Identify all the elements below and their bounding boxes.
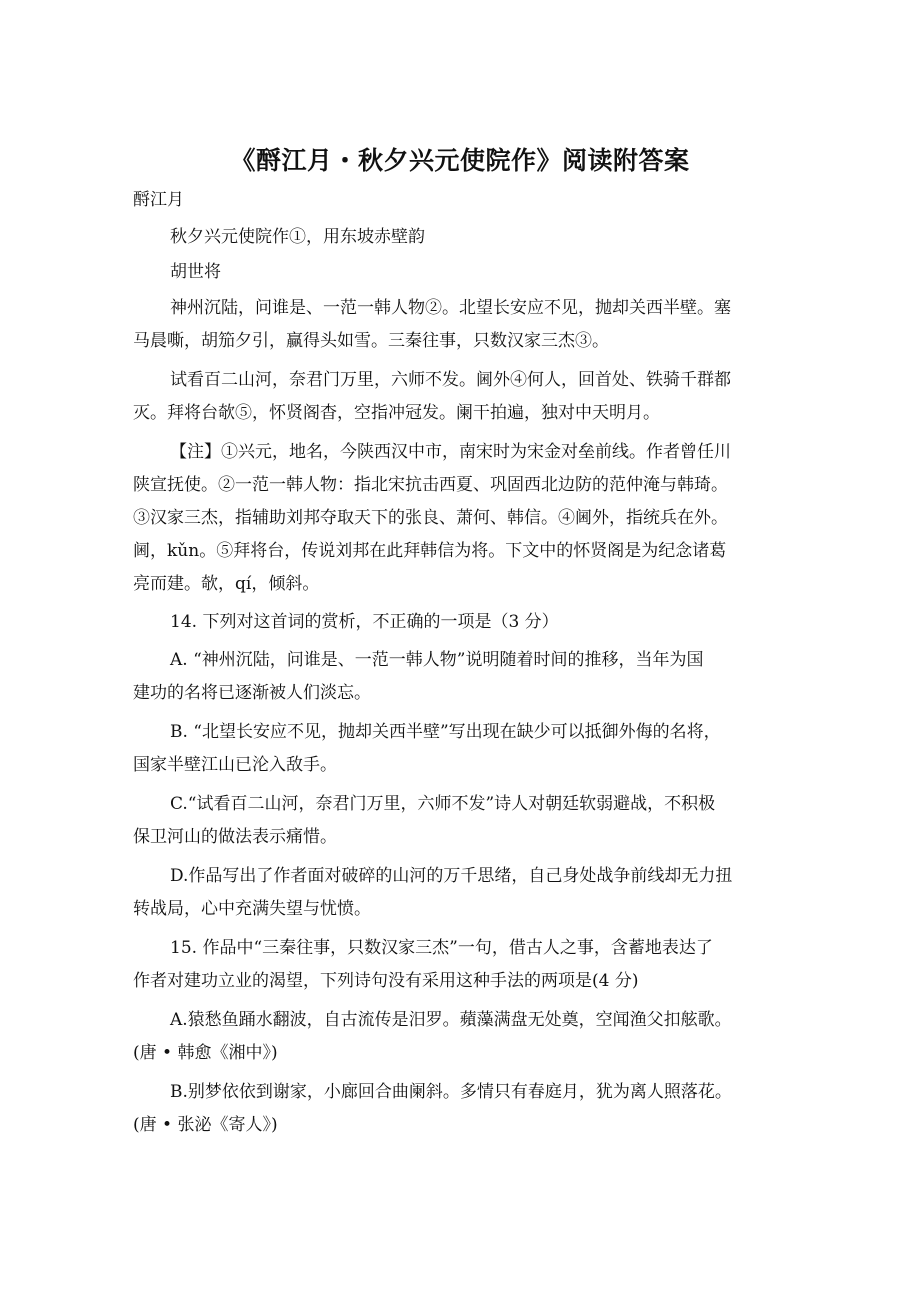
annotation-line: 阃，kǔn。⑤拜将台，传说刘邦在此拜韩信为将。下文中的怀贤阁是为纪念诸葛 <box>133 541 727 561</box>
option-b-cont: 国家半壁江山已沦入敌手。 <box>133 755 337 775</box>
question-15-cont: 作者对建功立业的渴望，下列诗句没有采用这种手法的两项是(4 分) <box>133 971 639 991</box>
annotation-line: 陕宣抚使。②一范一韩人物：指北宋抗击西夏、巩固西北边防的范仲淹与韩琦。 <box>133 475 728 495</box>
option-b-source: (唐 • 张泌《寄人》) <box>133 1115 278 1135</box>
poem-line: 灭。拜将台欹⑤，怀贤阁杳，空指冲冠发。阑干拍遍，独对中天明月。 <box>133 403 660 423</box>
poem-line: 神州沉陆，问谁是、一范一韩人物②。北望长安应不见，抛却关西半壁。塞 <box>170 298 731 318</box>
question-15: 15. 作品中“三秦往事，只数汉家三杰”一句，借古人之事，含蓄地表达了 <box>170 938 713 958</box>
option-a: A.猿愁鱼踊水翻波，自古流传是汨罗。蘋藻满盘无处奠，空闻渔父扣舷歌。 <box>170 1010 732 1030</box>
option-a-source: (唐 • 韩愈《湘中》) <box>133 1043 278 1063</box>
poem-line: 试看百二山河，奈君门万里，六师不发。阃外④何人，回首处、铁骑千群都 <box>170 370 731 390</box>
option-c: C.“试看百二山河，奈君门万里，六师不发”诗人对朝廷软弱避战，不积极 <box>170 794 716 814</box>
page-title: 《酹江月・秋夕兴元使院作》阅读附答案 <box>230 146 690 175</box>
poem-subtitle: 秋夕兴元使院作①，用东坡赤壁韵 <box>170 227 425 247</box>
annotation-line: 【注】①兴元，地名，今陕西汉中市，南宋时为宋金对垒前线。作者曾任川 <box>170 442 731 462</box>
option-a: A. “神州沉陆，问谁是、一范一韩人物”说明随着时间的推移，当年为国 <box>170 650 704 670</box>
option-a-cont: 建功的名将已逐渐被人们淡忘。 <box>133 683 371 703</box>
poem-author: 胡世将 <box>170 262 221 282</box>
annotation-line: ③汉家三杰，指辅助刘邦夺取天下的张良、萧何、韩信。④阃外，指统兵在外。 <box>133 508 728 528</box>
option-b: B. “北望长安应不见，抛却关西半壁”写出现在缺少可以抵御外侮的名将， <box>170 722 721 742</box>
question-14: 14. 下列对这首词的赏析，不正确的一项是（3 分） <box>170 612 559 632</box>
option-d: D.作品写出了作者面对破碎的山河的万千思绪，自己身处战争前线却无力扭 <box>170 866 733 886</box>
option-c-cont: 保卫河山的做法表示痛惜。 <box>133 827 337 847</box>
poem-title: 酹江月 <box>133 190 184 210</box>
poem-line: 马晨嘶，胡笳夕引，赢得头如雪。三秦往事，只数汉家三杰③。 <box>133 331 609 351</box>
annotation-line: 亮而建。欹，qí，倾斜。 <box>133 574 320 594</box>
option-d-cont: 转战局，心中充满失望与忧愤。 <box>133 899 371 919</box>
option-b: B.别梦依依到谢家，小廊回合曲阑斜。多情只有春庭月，犹为离人照落花。 <box>170 1082 732 1102</box>
